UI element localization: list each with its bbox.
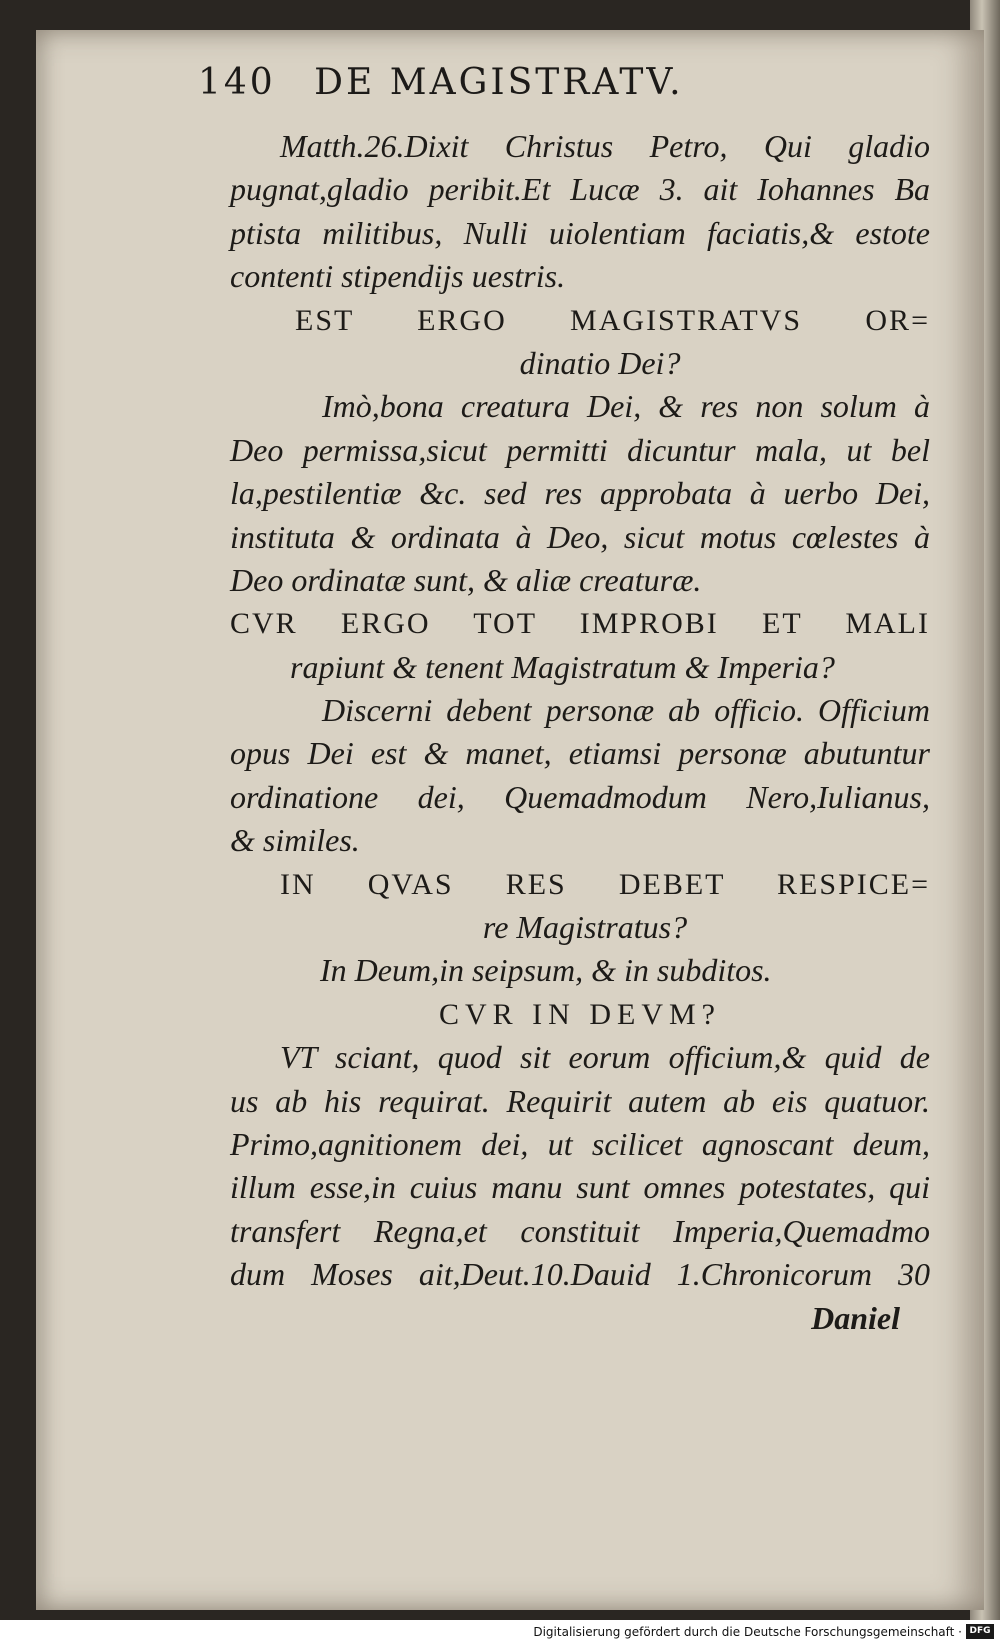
section-heading: IN QVAS RES DEBET RESPICE= [280,867,930,901]
section-heading-continued: dinatio Dei? [519,344,681,381]
text-line: la,pestilentiæ &c. sed res approbata à uerbo Dei, [230,475,930,512]
section-heading: EST ERGO MAGISTRATVS OR= [295,303,930,337]
text-line: opus Dei est & manet, etiamsi personæ abutuntur [230,735,930,772]
text-line: Primo,agnitionem dei, ut scilicet agnoscant deum, [230,1125,930,1162]
section-heading: CVR ERGO TOT IMPROBI ET MALI [230,607,930,641]
section-heading-continued: re Magistratus? [482,909,688,946]
text-line: Deo ordinatæ sunt, & aliæ creaturæ. [230,561,702,598]
text-line: contenti stipendijs uestris. [230,258,566,295]
page-text [230,125,930,1340]
section-heading-continued: rapiunt & tenent Magistratum & Imperia? [290,648,835,685]
text-line: us ab his requirat. Requirit autem ab eis quatuor. [230,1082,930,1119]
text-line: ptista militibus, Nulli uiolentiam faciatis,& estote [230,214,930,251]
section-heading: CVR IN DEVM? [439,997,721,1031]
text-line: VT sciant, quod sit eorum officium,& quid de [280,1039,930,1076]
dfg-logo: DFG [966,1624,994,1639]
catchword: Daniel [811,1299,900,1336]
text-line: illum esse,in cuius manu sunt omnes potestates, qui [230,1169,930,1206]
running-head [198,62,798,103]
text-line: instituta & ordinata à Deo, sicut motus cœlestes à [230,518,930,555]
text-line: Deo permissa,sicut permitti dicuntur mala, ut bel [230,431,930,468]
text-line: In Deum,in seipsum, & in subditos. [320,952,772,989]
text-line: Imò,bona creatura Dei, & res non solum à [322,388,930,425]
text-line: ordinatione dei, Quemadmodum Nero,Iulianus, [230,778,930,815]
text-line: dum Moses ait,Deut.10.Dauid 1.Chronicorum 30 [230,1256,930,1293]
text-line: pugnat,gladio peribit.Et Lucæ 3. ait Iohannes Ba [230,171,930,208]
text-line: Discerni debent personæ ab officio. Officium [322,692,930,729]
page-number: 140 [198,62,276,103]
text-line: & similes. [230,822,360,859]
text-line: Matth.26.Dixit Christus Petro, Qui gladio [280,128,930,164]
text-line: transfert Regna,et constituit Imperia,Quemadmo [230,1212,930,1249]
footer-bar [0,1620,1000,1642]
running-title: DE MAGISTRATV. [314,62,684,103]
funding-credit: Digitalisierung gefördert durch die Deutsche Forschungsgemeinschaft · [533,1625,962,1639]
